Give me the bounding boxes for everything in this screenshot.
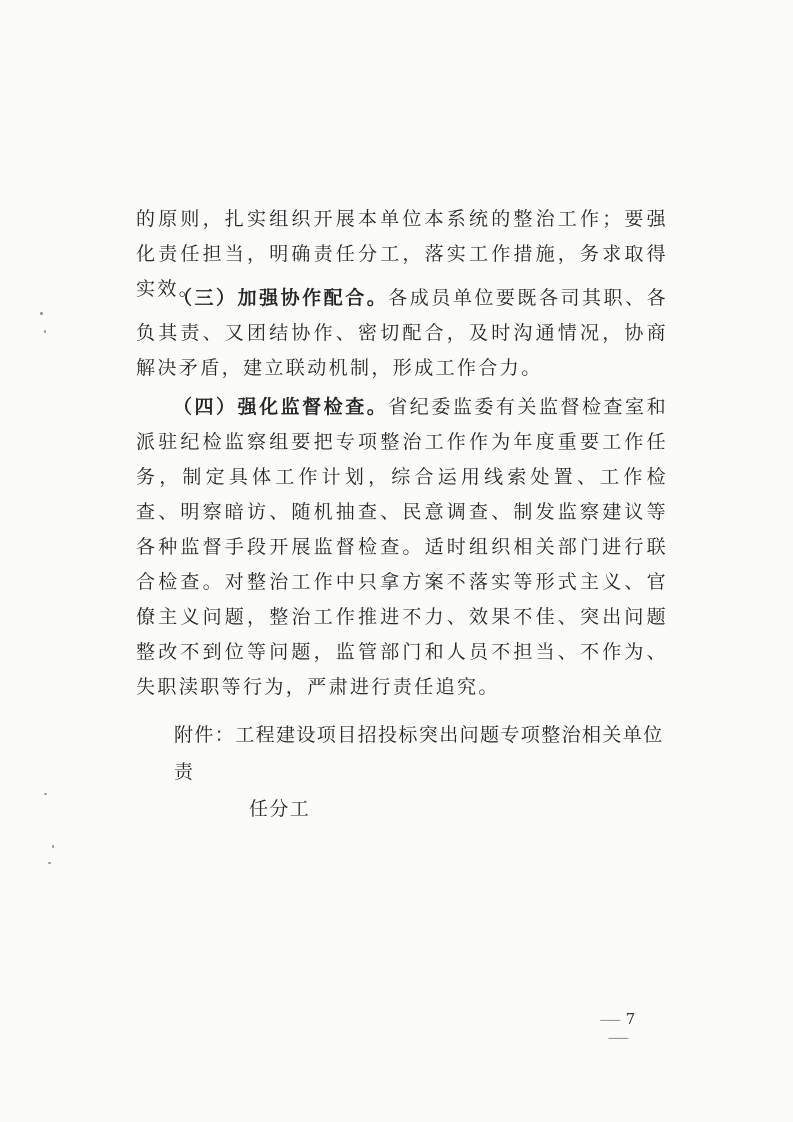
paragraph-coordination — [136, 281, 668, 386]
scan-speck — [44, 330, 46, 333]
scan-speck — [40, 312, 43, 315]
paragraph-supervision-body: 省纪委监委有关监督检查室和派驻纪检监察组要把专项整治工作作为年度重要工作任务，制定具体工作计划，综合运用线索处置、工作检查、明察暗访、随机抽查、民意调查、制发监察建议等各种监督手段开展监督检查。适时组织相关部门进行联合检查。对整治工作中只拿方案不落实等形式主义、官僚主义问题，整治工作推进不力、效果不佳、突出问题整改不到位等问题，监管部门和人员不担当、不作为、失职渎职等行为，严肃进行责任追究。 — [136, 396, 668, 698]
attachment-title-line-2: 任分工 — [249, 798, 311, 820]
attachment-note — [174, 717, 674, 828]
attachment-label: 附件： — [174, 724, 236, 746]
paragraph-supervision — [136, 390, 668, 705]
page-number-value: 7 — [625, 1010, 637, 1028]
scan-speck — [44, 793, 47, 795]
page-number — [588, 1010, 648, 1046]
scan-speck — [48, 862, 51, 864]
attachment-title-line-1: 工程建设项目招投标突出问题专项整治相关单位责 — [174, 724, 664, 783]
paragraph-coordination-body: 各成员单位要既各司其职、各负其责、又团结协作、密切配合，及时沟通情况，协商解决矛盾，建立联动机制，形成工作合力。 — [136, 287, 668, 379]
section-heading-supervision: （四）强化监督检查。 — [173, 396, 389, 418]
section-heading-coordination: （三）加强协作配合。 — [173, 287, 389, 309]
page-number-dash-right: —— — [608, 1031, 628, 1045]
page-number-dash-left: —— — [599, 1013, 620, 1027]
paragraph-principle: 的原则，扎实组织开展本单位本系统的整治工作；要强化责任担当，明确责任分工，落实工作措施，务求取得实效。 — [136, 208, 668, 300]
scan-speck — [52, 845, 54, 848]
